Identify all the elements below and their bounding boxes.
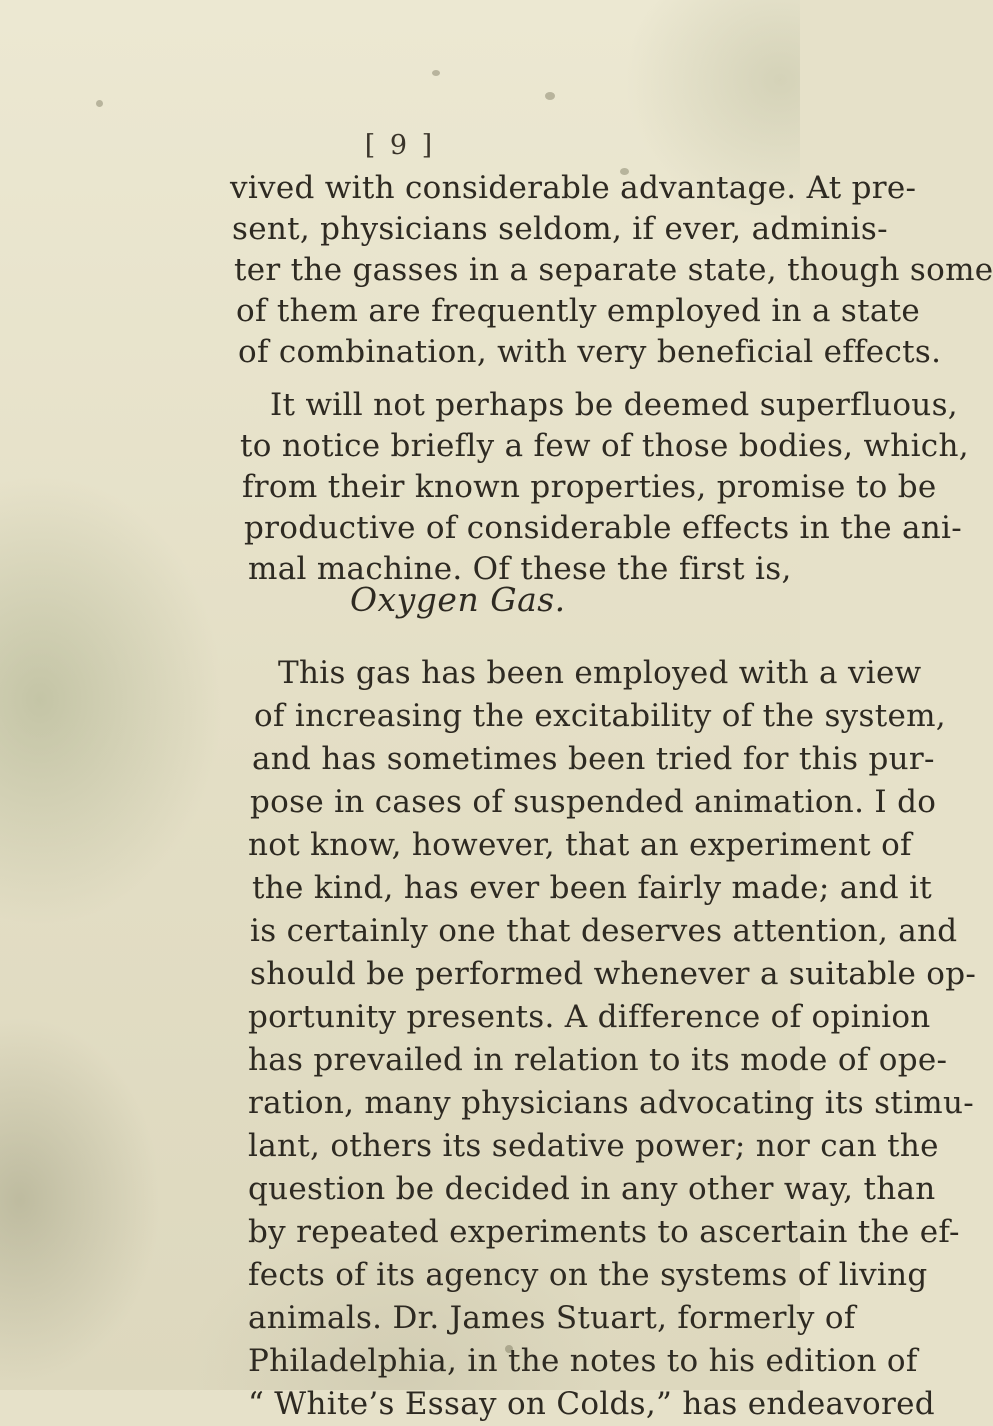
text-line: portunity presents. A difference of opinion <box>248 999 931 1035</box>
text-line: should be performed whenever a suitable op- <box>250 956 977 992</box>
text-line: of combination, with very beneficial effects. <box>238 334 942 370</box>
text-line: and has sometimes been tried for this pur- <box>252 741 935 777</box>
text-line: vived with considerable advantage. At pre- <box>230 170 917 206</box>
text-line: ration, many physicians advocating its stimu- <box>248 1085 974 1121</box>
text-line: of increasing the excitability of the system, <box>254 698 946 734</box>
text-line: pose in cases of suspended animation. I do <box>250 784 937 820</box>
text-line: mal machine. Of these the first is, <box>248 551 792 587</box>
text-line: of them are frequently employed in a state <box>236 293 921 329</box>
text-line: by repeated experiments to ascertain the ef- <box>248 1214 960 1250</box>
paragraph-2 <box>240 385 969 590</box>
text-line: animals. Dr. James Stuart, formerly of <box>248 1300 856 1336</box>
text-line: sent, physicians seldom, if ever, adminis- <box>232 211 888 247</box>
paragraph-3 <box>248 652 977 1426</box>
text-line: has prevailed in relation to its mode of ope- <box>248 1042 948 1078</box>
text-line: productive of considerable effects in the ani- <box>244 510 963 546</box>
text-line: “ White’s Essay on Colds,” has endeavored <box>248 1386 935 1422</box>
text-line: ter the gasses in a separate state, though some <box>234 252 993 288</box>
ink-spot <box>545 92 555 100</box>
text-line: to notice briefly a few of those bodies, which, <box>240 428 969 464</box>
text-line: question be decided in any other way, than <box>248 1171 936 1207</box>
ink-spot <box>96 100 103 107</box>
ink-spot <box>432 70 440 76</box>
page-number: [ 9 ] <box>364 130 436 161</box>
text-line: fects of its agency on the systems of living <box>248 1257 928 1293</box>
section-heading: Oxygen Gas. <box>350 580 566 619</box>
text-line: This gas has been employed with a view <box>278 655 922 691</box>
text-line: from their known properties, promise to be <box>242 469 937 505</box>
text-line: It will not perhaps be deemed superfluous, <box>270 387 958 423</box>
text-line: lant, others its sedative power; nor can the <box>248 1128 939 1164</box>
text-line: Philadelphia, in the notes to his edition of <box>248 1343 918 1379</box>
text-line: the kind, has ever been fairly made; and it <box>252 870 933 906</box>
paragraph-1 <box>230 168 993 373</box>
text-line: not know, however, that an experiment of <box>248 827 912 863</box>
text-line: is certainly one that deserves attention, and <box>250 913 958 949</box>
